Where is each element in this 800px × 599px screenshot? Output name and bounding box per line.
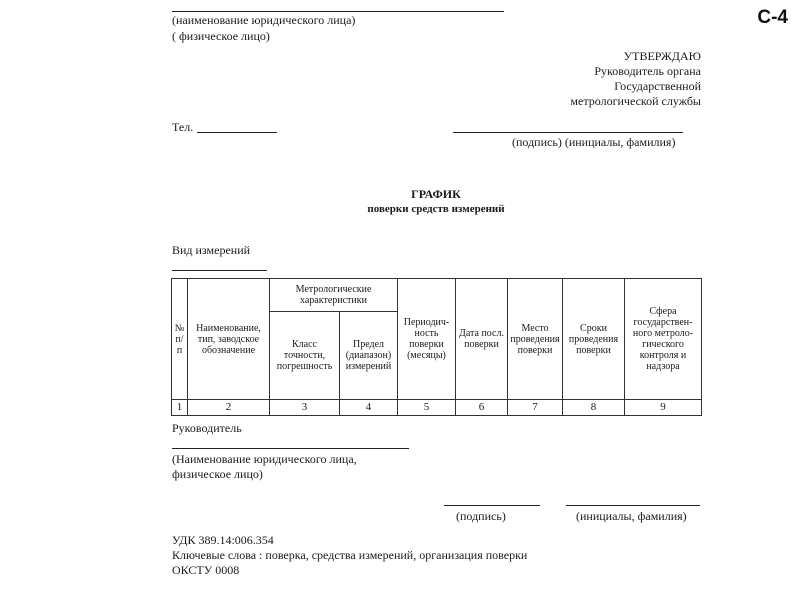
udk-code: УДК 389.14:006.354 [172,533,274,547]
doc-title: ГРАФИК [411,187,461,201]
column-number: 4 [340,400,398,416]
col-header-metro: Метрологические характеристики [270,279,398,312]
signature-line [444,505,540,506]
approval-line-1: Руководитель органа [594,64,701,78]
approval-line-2: Государственной [614,79,701,93]
col-header-range: Предел (диапазон) измерений [340,312,398,400]
column-number: 9 [625,400,702,416]
head-entity-line-1: (Наименование юридического лица, [172,452,357,466]
column-number: 3 [270,400,340,416]
header-physical-person: ( физическое лицо) [172,29,270,43]
doc-subtitle: поверки средств измерений [367,203,505,215]
head-entity-line-2: физическое лицо) [172,467,263,481]
head-label: Руководитель [172,421,242,435]
approval-signature-line [453,132,683,133]
column-number: 8 [563,400,625,416]
col-header-name: Наименование, тип, заводское обозначение [188,279,270,400]
column-number: 2 [188,400,270,416]
header-line [172,11,504,12]
col-header-last-date: Дата посл. поверки [456,279,508,400]
approval-line-3: метрологической службы [570,94,701,108]
col-header-accuracy: Класс точности, погрешность [270,312,340,400]
approval-signature-caption: (подпись) (инициалы, фамилия) [512,135,676,149]
approval-title: УТВЕРЖДАЮ [623,49,701,63]
col-header-num: № п/п [172,279,188,400]
measurement-type-line [172,270,267,271]
verification-schedule-table [171,278,702,416]
phone-line [197,132,277,133]
column-number: 1 [172,400,188,416]
head-entity-line [172,448,409,449]
okstu-code: ОКСТУ 0008 [172,563,240,577]
col-header-place: Место проведения поверки [508,279,563,400]
initials-label: (инициалы, фамилия) [576,509,687,523]
page-id: С-4 [757,7,788,28]
col-header-sphere: Сфера государствен-ного метроло-гического контроля и надзора [625,279,702,400]
keywords: Ключевые слова : поверка, средства измерений, организация поверки [172,548,528,562]
phone-label: Тел. [172,120,194,134]
col-header-terms: Сроки проведения поверки [563,279,625,400]
column-number: 5 [398,400,456,416]
measurement-type-label: Вид измерений [172,243,251,257]
signature-label: (подпись) [456,509,506,523]
column-number: 6 [456,400,508,416]
header-entity-name: (наименование юридического лица) [172,13,356,27]
column-number: 7 [508,400,563,416]
col-header-period: Периодич-ность поверки (месяцы) [398,279,456,400]
initials-line [566,505,700,506]
